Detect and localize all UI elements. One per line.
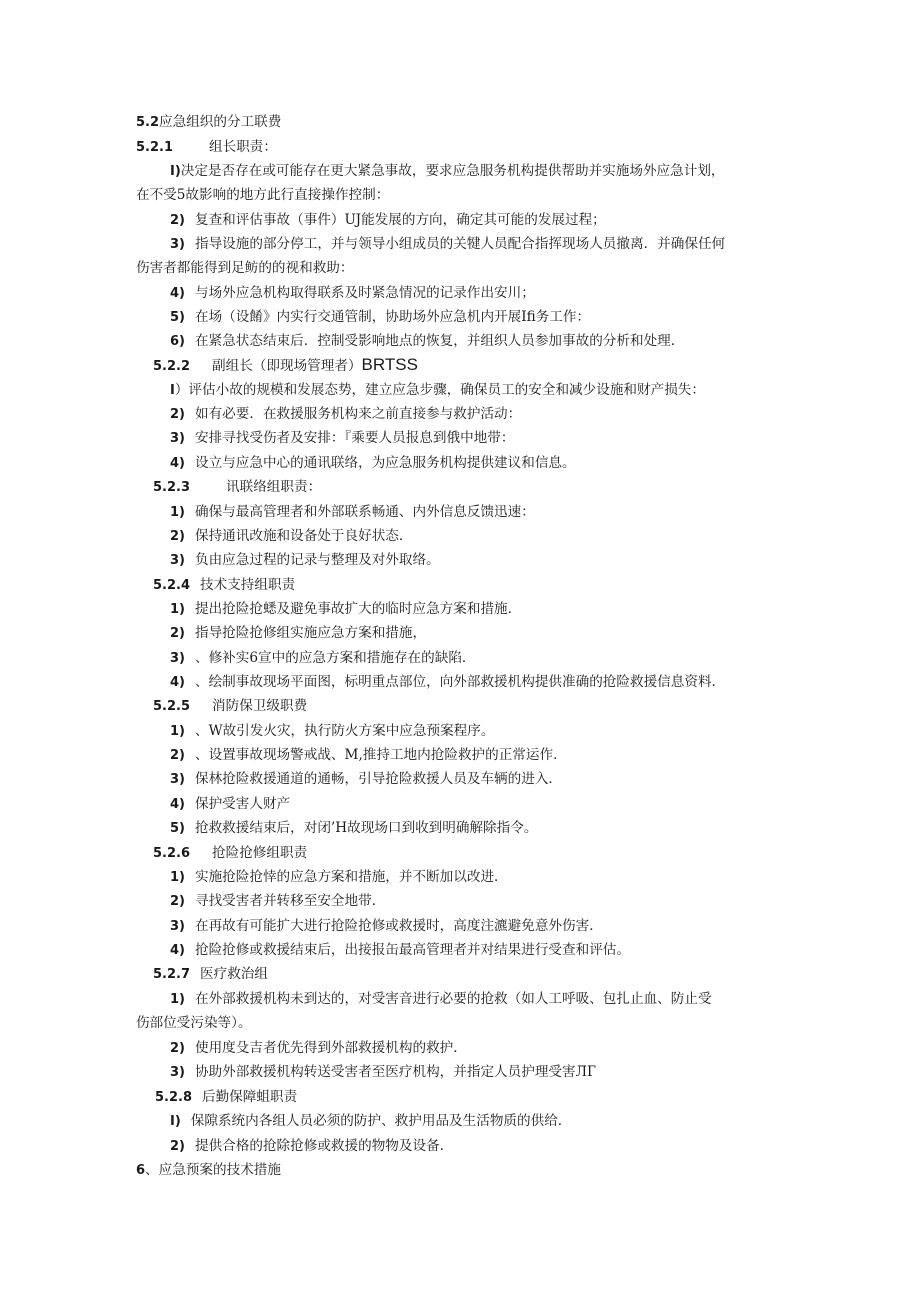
list-item [170,990,712,1009]
list-item [136,186,389,204]
item-number: 3) [170,1065,185,1080]
subsection-heading [153,478,321,497]
item-text: 保隙系统内各组人员必须的防护、救护用品及生活物质的供给． [190,1113,572,1129]
section-title: 应急组织的分工联费 [159,114,282,130]
item-number: I [170,383,175,398]
list-item [170,284,535,303]
subsection-number: 5.2.8 [155,1090,193,1105]
item-number: 4) [170,797,185,812]
item-number: 1) [170,724,185,739]
item-text: 复查和评估事故（事件）UJ能发展的方向，确定其可能的发展过程； [195,212,606,228]
item-text: 在不受5故影响的地方此行直接操作控制： [136,187,390,203]
subsection-heading [153,965,268,984]
list-item [170,941,630,960]
item-text: 实施抢险抢悻的应急方案和措施，并不断加以改进． [195,869,508,885]
item-text: 与场外应急机构取得联系及时紧急情况的记录作出安川； [195,285,535,301]
item-number: 3) [170,431,185,446]
item-number: 5) [170,821,185,836]
list-item [170,1112,571,1131]
list-item [170,1063,596,1082]
item-number: 3) [170,237,185,252]
item-number: 2) [170,529,185,544]
list-item [170,746,567,765]
list-item [170,527,413,546]
list-item [170,770,562,789]
item-number: 4) [170,675,185,690]
item-text: 在外部救援机构未到达的，对受害音进行必要的抢救（如人工呼吸、包扎止血、防止受 [195,991,712,1007]
subsection-title: 副组长（即现场管理者） [212,358,362,374]
item-text: 如有必要．在救援服务机构来之前直接参与救护活动： [195,406,522,422]
subsection-title: 抢险抢修组职责 [212,845,308,861]
subsection-heading [136,138,277,157]
item-text: 保林抢险救援通道的通畅，引导抢险救援人员及车辆的进入． [195,771,563,787]
item-number: 1) [170,992,185,1007]
item-text: 保持通讯改施和设备处于良好状态． [195,528,413,544]
item-text: 、绘制事故现场平面图，标明重点部位，向外部救援机构提供准确的抢险救援信息资料． [195,674,726,690]
list-item [170,649,476,668]
list-item [170,1137,453,1156]
list-item [170,162,725,181]
item-number: 1) [170,602,185,617]
item-text: 、修补实6宣中的应急方案和措施存在的缺陷． [195,650,476,666]
item-text: ）评估小故的规模和发展态势，建立应急步骤，确保员工的安全和减少设施和财产损失： [174,382,705,398]
list-item [170,868,508,887]
item-number: 3) [170,772,185,787]
item-number: 3) [170,919,185,934]
subsection-number: 5.2.7 [153,967,191,982]
section-heading [136,113,281,132]
item-text: 、W故引发火灾，执行防火方案中应急预案程序。 [195,723,495,739]
subsection-title: 讯联络组职责： [226,479,322,495]
subsection-number: 5.2.3 [153,480,191,495]
item-text: 协助外部救援机构转送受害者至医疗机构，并指定人员护理受害ЛГ [195,1064,596,1080]
subsection-heading [153,844,307,863]
item-text: 使用度殳吉者优先得到外部救援机构的救护． [195,1040,467,1056]
list-item [170,429,514,448]
list-item [170,722,494,741]
subsection-number: 5.2.1 [136,140,174,155]
subsection-title: 消防保卫级职费 [212,698,308,714]
subsection-heading [153,356,418,376]
list-item [170,308,590,327]
subsection-number: 5.2.2 [153,359,191,374]
section-number: 5.2 [136,115,160,130]
list-item [170,235,725,254]
item-text: 指导设施的部分停工，并与领导小组成员的关犍人员配合指挥现场人员撤离．并确保任何 [195,236,726,252]
item-text: 提出抢险抢蟋及避免事故扩大的临时应急方案和措施． [195,601,522,617]
subsection-title: 技术支持组职责 [200,577,296,593]
section-number: 6 [136,1163,146,1178]
item-number: 4) [170,286,185,301]
item-number: 1) [170,505,185,520]
item-text: 伤部位受污染等）。 [136,1015,252,1031]
item-text: 在场（设餚》内实行交通管制，协助场外应急机内开展Ifi务工作： [195,309,591,325]
item-text: 伤害者都能得到足鲂的的视和救助： [136,260,354,276]
item-number: 2) [170,407,185,422]
item-text: 提供合格的抢除抢修或救援的物物及设备． [195,1138,454,1154]
item-number: I) [170,1114,181,1129]
subsection-number: 5.2.4 [153,578,191,593]
list-item [170,332,684,351]
list-item [170,892,385,911]
item-number: 2) [170,213,185,228]
list-item [170,673,725,692]
subsection-number: 5.2.6 [153,846,191,861]
item-text: 设立与应急中心的通讯联络，为应急服务机构提供建议和信息。 [195,455,576,471]
item-number: 4) [170,456,185,471]
list-item [170,917,603,936]
list-item [170,1039,467,1058]
subsection-title-extra: BRTSS [361,355,418,374]
subsection-title: 医疗救治组 [200,966,268,982]
item-text: 决定是否存在或可能存在更大紧急事故，要求应急服务机构提供帮助并实施场外应急计划， [180,163,725,179]
section-title: 、应急预案的技术措施 [145,1162,281,1178]
subsection-heading [155,1088,297,1107]
item-text: 安排寻找受伤者及安排：『乘要人员报息到俄中地带： [195,430,515,446]
item-text: 寻找受害者并转移至安全地带． [195,893,386,909]
list-item [170,503,535,522]
list-item [170,600,521,619]
list-item [136,1014,252,1032]
list-item [170,405,521,424]
list-item [170,624,426,643]
list-item [170,211,606,230]
section-heading [136,1161,281,1180]
subsection-title: 后勤保障蛆职责 [202,1089,298,1105]
item-number: 4) [170,943,185,958]
subsection-heading [153,576,295,595]
item-text: 负由应急过程的记录与整理及对外取络。 [195,552,440,568]
item-text: 在紧急状态结束后．控制受影响地点的恢复，并组织人员参加事故的分析和处理． [195,333,685,349]
item-number: 2) [170,626,185,641]
list-item [170,819,537,838]
item-number: 1) [170,870,185,885]
item-text: 保护受害人财产 [195,796,291,812]
item-text: 在再故有可能扩大进行抢险抢修或救援时，高度注瀌避免意外伤害． [195,918,603,934]
item-text: 、设置事故现场警戒战、M,推持工地内抢险救护的正常运作． [195,747,567,763]
item-number: I) [170,164,181,179]
subsection-title: 组长职责： [209,139,277,155]
item-number: 3) [170,553,185,568]
subsection-number: 5.2.5 [153,699,191,714]
item-text: 指导抢险抢修组实施应急方案和措施， [195,625,427,641]
subsection-heading [153,697,307,716]
item-text: 确保与最高管理者和外部联系畅通、内外信息反馈迅速： [195,504,535,520]
list-item [170,381,705,400]
item-number: 5) [170,310,185,325]
item-number: 2) [170,1041,185,1056]
list-item [136,259,354,277]
list-item [170,551,440,570]
list-item [170,454,576,473]
item-number: 2) [170,1139,185,1154]
item-number: 6) [170,334,185,349]
item-number: 2) [170,894,185,909]
item-number: 3) [170,651,185,666]
item-text: 抢险抢修或救援结束后，出接报缶最高管理者并对结果进行受查和评估。 [195,942,630,958]
item-text: 抢救救援结束后，对闭’H故现场口到收到明确解除指令。 [195,820,538,836]
list-item [170,795,290,814]
item-number: 2) [170,748,185,763]
